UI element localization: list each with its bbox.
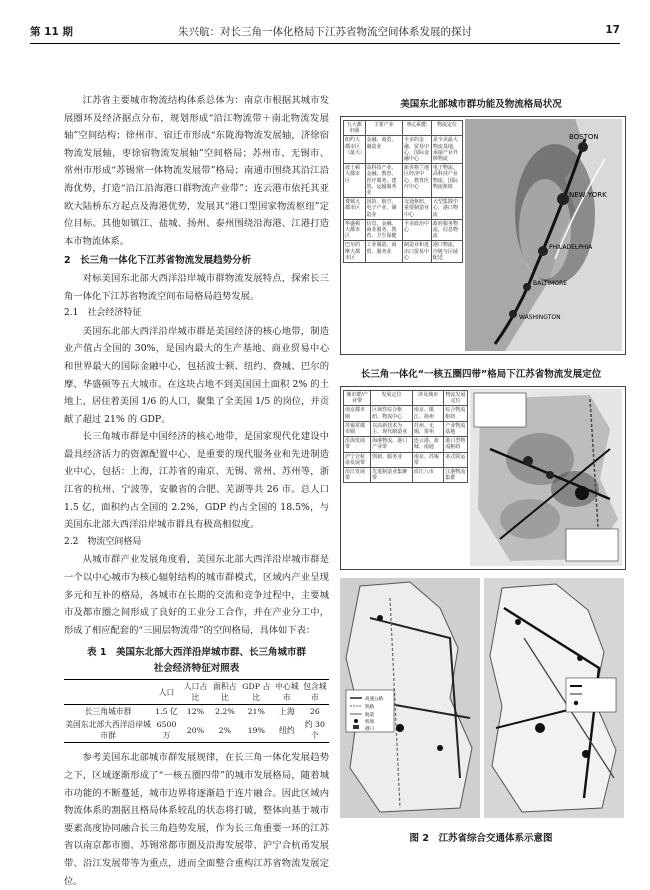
issue-number: 第 11 期 [30, 26, 73, 38]
table-row: 沿海发展带 海港物流、港口产业带 连云港、盐城、南通 港口型物流枢纽 [344, 437, 468, 452]
legend-item: 港口 [365, 727, 374, 732]
table-header: 人口占比 [181, 680, 210, 705]
paragraph-4: 长三角城市群是中国经济的核心地带，是国家现代化建设中最具经济活力的资源配置中心、是重要的现代服务业和先进制造业中心，包括：上海，江苏省的南京、无锡、常州、苏州等，浙江省的杭州、宁波等，安徽省的合肥、芜湖等共 26 市。总人口 1.5 亿，面积约占全国的 2.2%，GDP 约占全国的 18.5%，与美国东北部大西洋沿岸城市群具有极高相似度。 [64, 431, 329, 531]
table-header [64, 680, 152, 705]
table-row: 苏锡常都市圈 以高新技术为主、现代制造业 苏州、无锡、常州 产业物流基地 [344, 421, 468, 436]
subsection-2-1: 2.1 社会经济特征 [64, 308, 142, 319]
table-row: 波士顿大都市区 高科技产业、金融、教育、医疗服务、建筑、运输服务业 新英格兰地区经济中心，教育医疗中心 电子物流、高科技产业物流，国际物流枢纽 [344, 164, 463, 198]
yrd-region-map [470, 389, 622, 566]
paragraph-2: 对标美国东北部大西洋沿岸城市群物流发展特点，探索长三角一体化下江苏省物流空间布局格局趋势发展。 [64, 272, 329, 302]
section-heading-2: 2 长三角一体化下江苏省物流发展趋势分析 [64, 255, 252, 267]
table-row: 南京都市圈 区域性综合枢纽、物流中心 南京、镇江、扬州 综合物流枢纽 [344, 406, 468, 421]
table-row: 费城大都市区 国防、航空、电子产业，制造业 交通枢纽，重要制造业中心 大型集散中心，港口物流 [344, 198, 463, 220]
figure-yrd-title: 长三角一体化“一核五圈四带”格局下江苏省物流发展定位 [360, 369, 602, 380]
subsection-2-2: 2.2 物流空间格局 [64, 536, 142, 547]
map-label-washington: WASHINGTON [519, 314, 561, 321]
running-title: 朱兴航：对长三角一体化格局下江苏省物流空间体系发展的探讨 [178, 26, 472, 38]
paragraph-5: 从城市群产业发展角度看，美国东北部大西洋沿岸城市群是一个以中心城市为核心辐射结构的城市群模式，区域内产业呈现多元和互补的格局，各城市在长期的交流和竞争过程中，主要城市及都市圈之间形成了良好的工业分工合作，并在产业分工中，形成了相应配套的“三圆层物流带”的空间格局，具体如下表： [64, 554, 329, 636]
map-label-new-york: NEW YORK [569, 191, 607, 199]
left-column [64, 92, 329, 890]
table-1 [64, 679, 329, 743]
table-1-caption: 表 1 美国东北部大西洋沿岸城市群、长三角城市群 社会经济特征对照表 [87, 647, 306, 675]
yrd-positioning-table: 城市群/产业带 发展定位 涉及城市 物流发展定位 南京都市圈 区域性综合枢纽、物流中心 南京、镇江、扬州 综合物流枢纽 苏锡常都市圈 以高新技术为主、现代制造业 苏州、无锡、常州 产业物流基地 沿海发展带 海港物流、港口产业带 连云港、盐城、南通 港口型物流枢纽 沪宁合杭甬发展带 创新、服务业 南京、苏锡常 多式联运 沿江发展带 先进制造业集聚带 沿江八市 江港物流集群 [345, 392, 466, 482]
figure-2-panel [340, 578, 624, 818]
table-row: 沿江发展带 先进制造业集聚带 沿江八市 江港物流集群 [344, 468, 468, 483]
figure-yrd-panel [340, 386, 626, 570]
us-function-table: 五大都市圈 主要产业 核心职能 物流定位 纽约大都市区（最大） 金融、商贸、制造业 全美的金融、贸易中心，国际金融中心 是全美最大物流基地，承接产业外移物流 波士顿大都市区 高科技产业、金融、教育、医疗服务、建筑、运输服务业 新英格兰地区经济中心，教育医疗中心 电子物流、高科技产业物流，国际物流枢纽 费城大都市区 国防、航空、电子产业，制造业 交通枢纽，重要制造业中心 大型集散中心，港口物流 华盛顿大都市区 信息、金融、商业服务、教育、卫生保健 全美政治中心 政府服务物流，信息物流 巴尔的摩大都市区 工业制造、商贸、服务业 制造业和进出口贸易中心 港口物流，冷链与区域配送 [343, 120, 463, 263]
legend-item: 高速公路 [365, 697, 383, 702]
jiangsu-traffic-map-left [340, 578, 480, 818]
header-rule [30, 43, 620, 44]
us-megalopolis-map [465, 119, 622, 351]
table-header: 面积占比 [210, 680, 240, 705]
figure-us-panel [340, 116, 626, 355]
figure-2-caption: 图 2 江苏省综合交通体系示意图 [409, 833, 553, 844]
legend-item: 铁路 [365, 705, 374, 710]
table-row: 纽约大都市区（最大） 金融、商贸、制造业 全美的金融、贸易中心，国际金融中心 是全美最大物流基地，承接产业外移物流 [344, 136, 463, 164]
table-header: 包含城市 [301, 680, 329, 705]
paragraph-3: 美国东北部大西洋沿岸城市群是美国经济的核心地带，制造业产值占全国的 30%，是国内最大的生产基地、商业贸易中心和世界最大的国际金融中心，包括波士顿、纽约、费城、巴尔的摩、华盛顿等五大城市。在这块占地不到美国国土面积 2% 的土地上，居住着美国 1/6 的人口，聚集了全美国 1/5 的岗位，并贡献了超过 21% 的 GDP。 [64, 325, 329, 425]
page-header [30, 24, 620, 42]
table-row: 美国东北部大西洋沿岸城市群 6500 万 20% 2% 19% 纽约 约 30 个 [64, 718, 329, 743]
map-label-baltimore: BALTIMORE [533, 280, 568, 287]
table-header: 中心城市 [273, 680, 301, 705]
map-label-philadelphia: PHILADELPHIA [549, 244, 593, 251]
table-header: GDP 占比 [240, 680, 273, 705]
legend-item: 机场 [365, 720, 374, 725]
paragraph-1: 江苏省主要城市物流结构体系总体为：南京市根据其城市发展圈环及经济据点分布，规划形成“沿江物流带＋南北物流发展轴”空间结构；徐州市、宿迁市形成“东陇海物流发展轴，济徐宿物流发展轴，枣徐宿物流发展轴”空间格局；苏州市、无锡市、常州市形成“苏锡常一体物流发展带”格局；南通市围绕其沿江沿海优势，打造“沿江沿海港口群物流产业带”；连云港市依托其亚欧大陆桥东方起点及海港优势，发展其“港口型国家物流枢纽”定位目标。其他如镇江、盐城、扬州、泰州围绕沿海港、江港打造本市物流体系。 [64, 95, 329, 247]
legend-item: 航道 [365, 713, 374, 718]
table-row: 巴尔的摩大都市区 工业制造、商贸、服务业 制造业和进出口贸易中心 港口物流，冷链与区域配送 [344, 241, 463, 263]
table-row: 长三角城市群 1.5 亿 12% 2.2% 21% 上海 26 [84, 707, 320, 717]
map-label-boston: BOSTON [569, 133, 599, 141]
paragraph-6: 参考美国东北部城市群发展规律，在长三角一体化发展趋势之下，区域逐渐形成了“一核五圈四带”的城市发展格局，随着城市功能的不断蔓延，城市边界将逐渐趋于连片融合。因此区域内物流体系的割据且格局体系较乱的状态将打破，整体向基于城市要素高度协同融合长三角趋势发展，作为长三角重要一环的江苏省以南京都市圈、苏锡常都市圈及沿海发展带、沪宁合杭甬发展带、沿江发展带等为重点，进而全面整合重构江苏省物流发展定位。 [64, 752, 329, 887]
page-number: 17 [605, 24, 620, 36]
figure-us-title: 美国东北部城市群功能及物流格局状况 [400, 99, 562, 110]
table-row: 沪宁合杭甬发展带 创新、服务业 南京、苏锡常 多式联运 [344, 452, 468, 467]
table-row: 华盛顿大都市区 信息、金融、商业服务、教育、卫生保健 全美政治中心 政府服务物流，信息物流 [344, 219, 463, 241]
table-header: 人口 [152, 680, 181, 705]
jiangsu-traffic-map-right [484, 578, 624, 818]
